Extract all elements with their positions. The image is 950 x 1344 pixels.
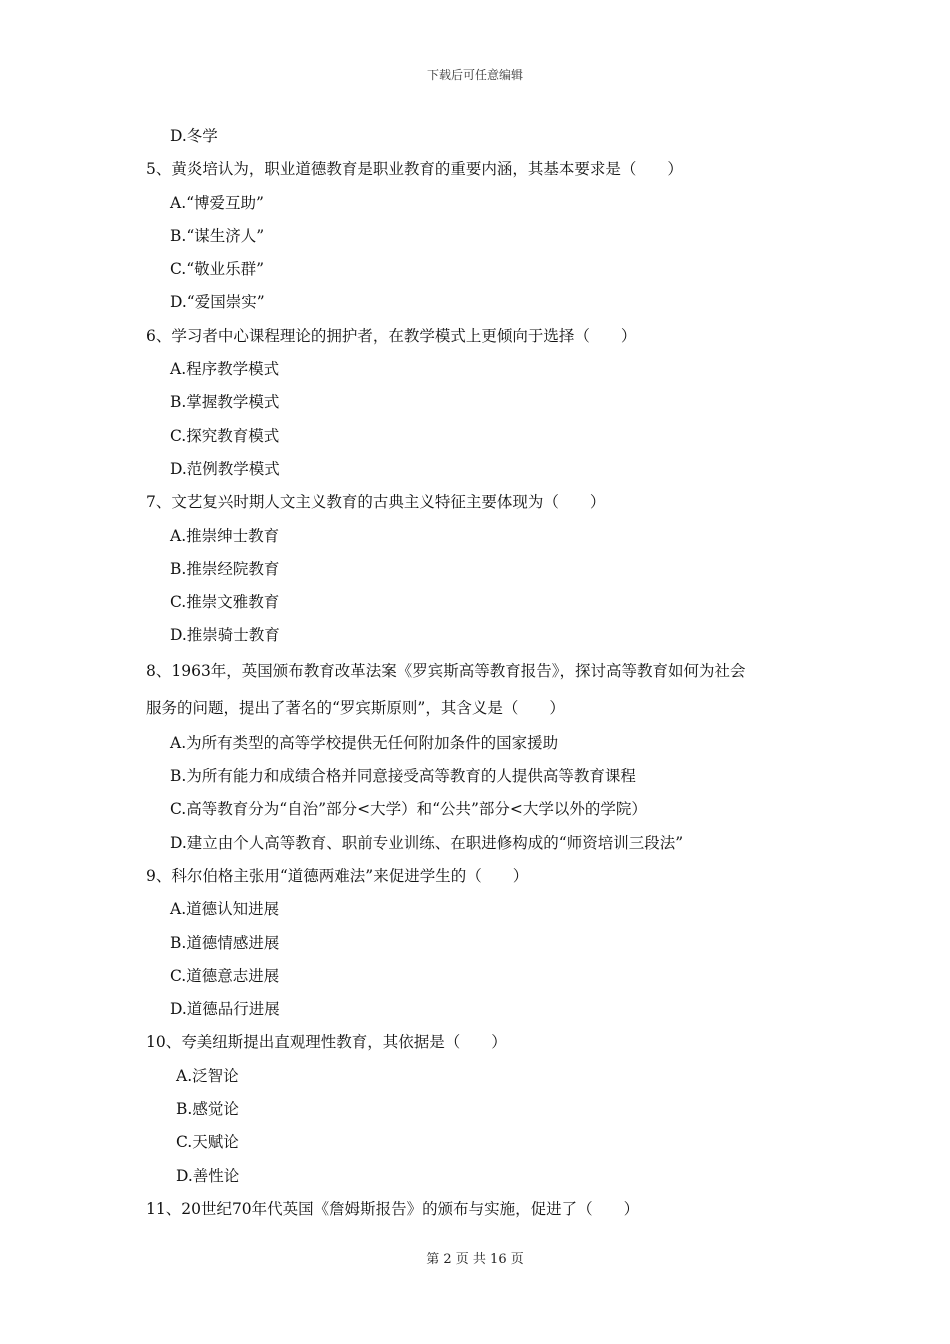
option-line: C.高等教育分为“自治”部分<大学）和“公共”部分<大学以外的学院） <box>170 800 647 819</box>
question-line: 11、20世纪70年代英国《詹姆斯报告》的颁布与实施，促进了（ ） <box>146 1199 640 1218</box>
option-line: B.感觉论 <box>176 1100 239 1119</box>
option-line: C.天赋论 <box>176 1133 239 1152</box>
option-line: B.为所有能力和成绩合格并同意接受高等教育的人提供高等教育课程 <box>170 767 636 786</box>
option-line: D.范例教学模式 <box>170 459 280 478</box>
question-line: 5、黄炎培认为，职业道德教育是职业教育的重要内涵，其基本要求是（ ） <box>146 160 683 179</box>
page-footer: 第 2 页 共 16 页 <box>426 1252 524 1267</box>
option-line: A.为所有类型的高等学校提供无任何附加条件的国家援助 <box>170 733 559 752</box>
option-line: B.掌握教学模式 <box>170 393 280 412</box>
option-line: A.道德认知进展 <box>170 900 280 919</box>
option-line: B.道德情感进展 <box>170 933 280 952</box>
option-line: B.推崇经院教育 <box>170 559 280 578</box>
option-line: C.道德意志进展 <box>170 966 280 985</box>
option-line: D.“爱国崇实” <box>170 293 265 312</box>
question-line: 10、夸美纽斯提出直观理性教育，其依据是（ ） <box>146 1033 507 1052</box>
question-line: 服务的问题，提出了著名的“罗宾斯原则”，其含义是（ ） <box>146 698 565 717</box>
option-line: D.善性论 <box>176 1166 240 1185</box>
option-line: A.推崇绅士教育 <box>170 526 280 545</box>
exam-content <box>146 120 826 1226</box>
option-line: D.推崇骑士教育 <box>170 626 280 645</box>
option-line: C.探究教育模式 <box>170 426 280 445</box>
question-line: 8、1963年，英国颁布教育改革法案《罗宾斯高等教育报告》，探讨高等教育如何为社会 <box>146 661 746 680</box>
option-line: D.冬学 <box>170 127 218 145</box>
question-line: 6、学习者中心课程理论的拥护者，在教学模式上更倾向于选择（ ） <box>146 326 637 345</box>
question-line: 7、文艺复兴时期人文主义教育的古典主义特征主要体现为（ ） <box>146 493 606 512</box>
option-line: C.“敬业乐群” <box>170 260 265 279</box>
option-line: A.程序教学模式 <box>170 360 280 379</box>
option-line: B.“谋生济人” <box>170 226 265 245</box>
option-line: D.建立由个人高等教育、职前专业训练、在职进修构成的“师资培训三段法” <box>170 833 684 852</box>
page-header: 下载后可任意编辑 <box>426 68 523 82</box>
option-line: A.泛智论 <box>176 1066 239 1085</box>
option-line: A.“博爱互助” <box>170 193 264 212</box>
question-line: 9、科尔伯格主张用“道德两难法”来促进学生的（ ） <box>146 866 529 885</box>
option-line: D.道德品行进展 <box>170 1000 280 1019</box>
option-line: C.推崇文雅教育 <box>170 593 280 612</box>
